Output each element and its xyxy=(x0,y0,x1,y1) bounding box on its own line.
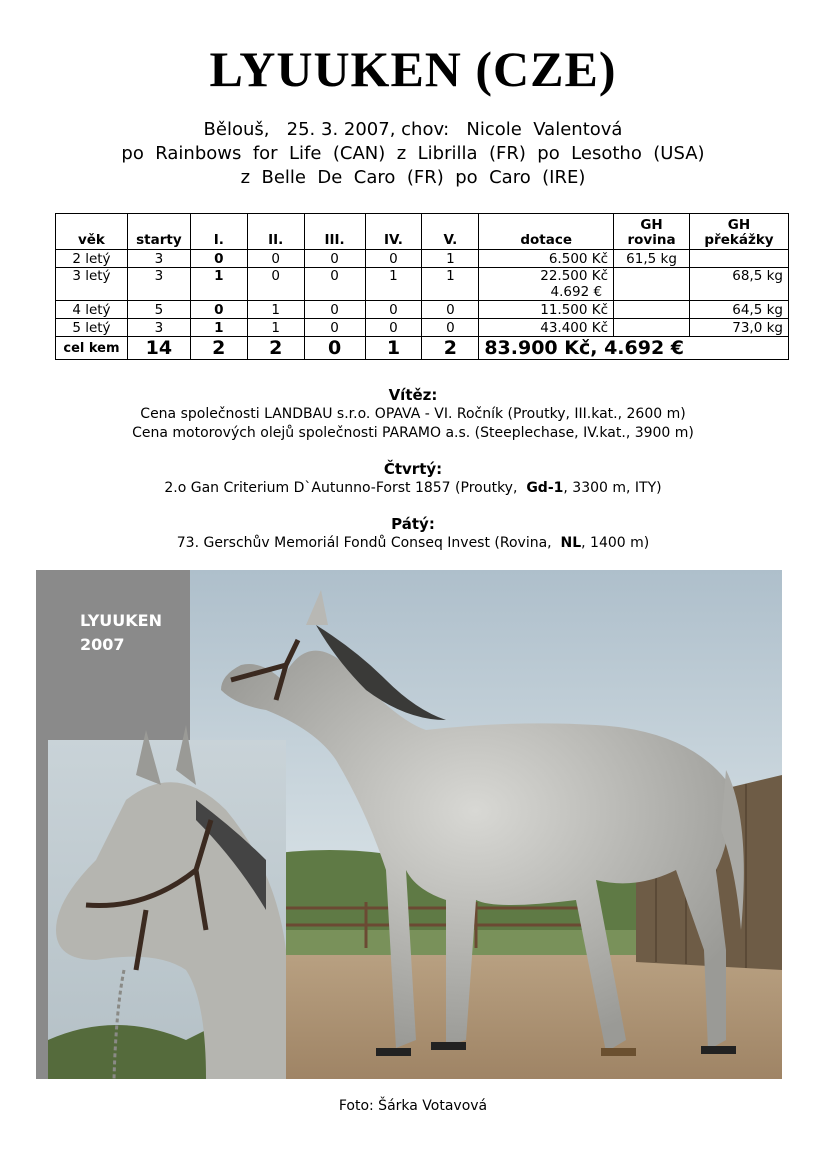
winner-heading: Vítěz: xyxy=(388,386,438,404)
cell-gh-jump: 68,5 kg xyxy=(690,268,789,301)
cell-first: 0 xyxy=(190,250,247,268)
cell-age: 5 letý xyxy=(56,319,128,337)
fourth-heading: Čtvrtý: xyxy=(383,460,443,478)
header-first: I. xyxy=(190,214,247,250)
table-row xyxy=(56,250,789,268)
fourth-race-tail: , 3300 m, ITY) xyxy=(563,480,662,496)
header-prize: dotace xyxy=(479,214,614,250)
table-row xyxy=(56,301,789,319)
header-age: věk xyxy=(56,214,128,250)
fifth-race-tail: , 1400 m) xyxy=(581,535,650,551)
cell-gh-flat: 61,5 kg xyxy=(614,250,690,268)
cell-fifth: 0 xyxy=(422,301,479,319)
cell-fourth: 0 xyxy=(365,250,422,268)
total-fifth: 2 xyxy=(422,337,479,360)
cell-third: 0 xyxy=(304,268,365,301)
total-prize: 83.900 Kč, 4.692 € xyxy=(479,337,789,360)
cell-gh-flat xyxy=(614,268,690,301)
cell-gh-flat xyxy=(614,319,690,337)
cell-starts: 3 xyxy=(127,250,190,268)
cell-prize xyxy=(479,268,614,301)
total-starts: 14 xyxy=(127,337,190,360)
header-gh-flat xyxy=(614,214,690,250)
pedigree-block xyxy=(0,118,826,190)
cell-gh-jump: 73,0 kg xyxy=(690,319,789,337)
horse-photo-illustration xyxy=(36,570,782,1079)
header-third: III. xyxy=(304,214,365,250)
table-row xyxy=(56,268,789,301)
winner-race-2: Cena motorových olejů společnosti PARAMO a.s. (Steeplechase, IV.kat., 3900 m) xyxy=(132,425,694,441)
fourth-section xyxy=(0,460,826,498)
cell-third: 0 xyxy=(304,250,365,268)
photo-caption: Foto: Šárka Votavová xyxy=(338,1098,488,1114)
cell-gh-jump: 64,5 kg xyxy=(690,301,789,319)
total-second: 2 xyxy=(247,337,304,360)
table-total-row xyxy=(56,337,789,360)
cell-first: 1 xyxy=(190,319,247,337)
header-gh-flat-bottom: rovina xyxy=(627,232,676,248)
cell-second: 1 xyxy=(247,301,304,319)
header-gh-jump-top: GH xyxy=(727,217,751,233)
cell-prize: 11.500 Kč xyxy=(479,301,614,319)
table-header-row xyxy=(56,214,789,250)
header-second: II. xyxy=(247,214,304,250)
header-gh-jump xyxy=(690,214,789,250)
cell-age: 4 letý xyxy=(56,301,128,319)
total-third: 0 xyxy=(304,337,365,360)
cell-fifth: 1 xyxy=(422,250,479,268)
fourth-race xyxy=(0,479,826,498)
fifth-heading: Pátý: xyxy=(391,515,435,533)
cell-first: 1 xyxy=(190,268,247,301)
cell-prize-eur: 4.692 € xyxy=(550,284,603,300)
pedigree-line-birth: Bělouš, 25. 3. 2007, chov: Nicole Valentová xyxy=(203,119,623,140)
fifth-race-grade: NL xyxy=(560,535,582,551)
winner-race-1: Cena společnosti LANDBAU s.r.o. OPAVA - VI. Ročník (Proutky, III.kat., 2600 m) xyxy=(140,406,686,422)
cell-third: 0 xyxy=(304,319,365,337)
photo-label-name: LYUUKEN xyxy=(80,611,162,630)
inset-head-portrait xyxy=(48,725,286,1079)
total-fourth: 1 xyxy=(365,337,422,360)
pedigree-line-sire: po Rainbows for Life (CAN) z Librilla (FR) po Lesotho (USA) xyxy=(121,143,705,164)
header-fifth: V. xyxy=(422,214,479,250)
cell-gh-flat xyxy=(614,301,690,319)
header-starts: starty xyxy=(127,214,190,250)
cell-starts: 3 xyxy=(127,319,190,337)
cell-age: 2 letý xyxy=(56,250,128,268)
fifth-race xyxy=(0,534,826,553)
cell-gh-jump xyxy=(690,250,789,268)
table-row xyxy=(56,319,789,337)
cell-prize: 6.500 Kč xyxy=(479,250,614,268)
fifth-section xyxy=(0,515,826,553)
cell-third: 0 xyxy=(304,301,365,319)
cell-second: 0 xyxy=(247,268,304,301)
header-gh-jump-bottom: překážky xyxy=(704,232,774,248)
cell-prize-czk: 22.500 Kč xyxy=(540,268,609,284)
cell-second: 1 xyxy=(247,319,304,337)
cell-starts: 3 xyxy=(127,268,190,301)
header-fourth: IV. xyxy=(365,214,422,250)
header-gh-flat-top: GH xyxy=(640,217,663,233)
horse-name-title: LYUUKEN (CZE) xyxy=(209,41,617,97)
cell-prize: 43.400 Kč xyxy=(479,319,614,337)
total-label: cel kem xyxy=(56,337,128,360)
cell-fourth: 0 xyxy=(365,319,422,337)
cell-first: 0 xyxy=(190,301,247,319)
cell-fourth: 0 xyxy=(365,301,422,319)
fourth-race-grade: Gd-1 xyxy=(526,480,564,496)
pedigree-line-dam: z Belle De Caro (FR) po Caro (IRE) xyxy=(240,167,586,188)
horse-photo xyxy=(36,570,782,1079)
cell-fourth: 1 xyxy=(365,268,422,301)
cell-fifth: 0 xyxy=(422,319,479,337)
cell-fifth: 1 xyxy=(422,268,479,301)
fifth-race-text: 73. Gerschův Memoriál Fondů Conseq Invest (Rovina, xyxy=(176,535,561,551)
cell-age: 3 letý xyxy=(56,268,128,301)
fourth-race-text: 2.o Gan Criterium D`Autunno-Forst 1857 (Proutky, xyxy=(164,480,527,496)
winner-section xyxy=(0,386,826,443)
cell-second: 0 xyxy=(247,250,304,268)
race-stats-table xyxy=(55,213,789,360)
total-first: 2 xyxy=(190,337,247,360)
photo-label-year: 2007 xyxy=(80,635,125,654)
cell-starts: 5 xyxy=(127,301,190,319)
